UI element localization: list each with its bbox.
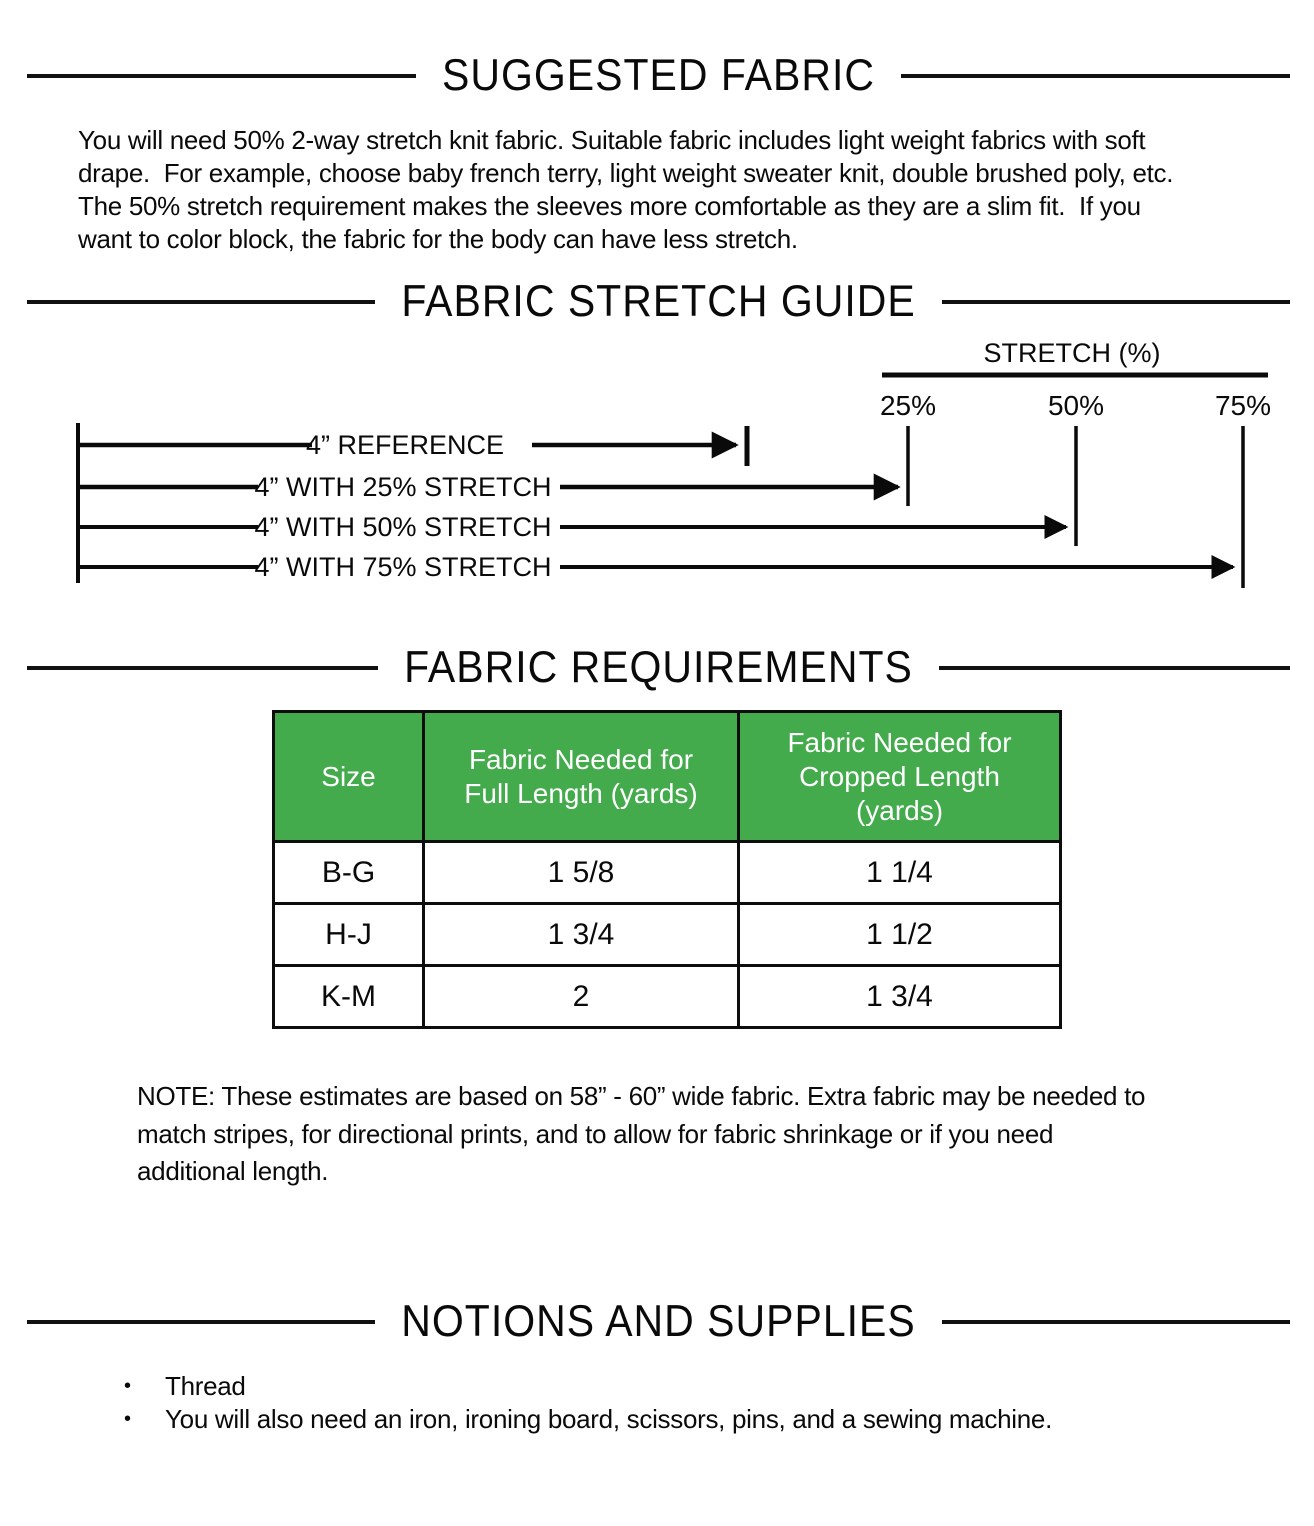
table-row: [274, 966, 1061, 1028]
stretch-guide-diagram: [0, 330, 1314, 600]
fabric-note-paragraph: NOTE: These estimates are based on 58” - 60” wide fabric. Extra fabric may be needed to match stripes, for directional prints, and to allow for fabric shrinkage or if you need additional length.: [137, 1081, 1153, 1186]
section-title-fabric-stretch-guide: FABRIC STRETCH GUIDE: [401, 276, 916, 326]
cropped-length-cell: 1 3/4: [739, 966, 1061, 1028]
size-cell: H-J: [274, 904, 424, 966]
decorative-double-rule: [939, 666, 1290, 670]
suggested-fabric-paragraph: You will need 50% 2-way stretch knit fabric. Suitable fabric includes light weight fabrics with soft drape. For example, choose baby french terry, light weight sweater knit, double brushed poly, etc. The 50% stretch requirement makes the sleeves more comfortable as they are a slim fit. If you want to color block, the fabric for the body can have less stretch.: [78, 125, 1187, 254]
stretch75-label: 4” WITH 75% STRETCH: [254, 552, 552, 582]
list-item-text: You will also need an iron, ironing board, scissors, pins, and a sewing machine.: [165, 1404, 1053, 1434]
fabric-requirements-table: [272, 710, 1062, 1029]
decorative-double-rule: [942, 300, 1290, 304]
full-length-cell: 1 5/8: [424, 842, 739, 904]
tick-label-75: 75%: [1214, 390, 1272, 421]
tick-label-25: 25%: [879, 390, 937, 421]
list-item: [118, 1403, 1218, 1436]
column-header-cropped-length: Fabric Needed for Cropped Length (yards): [739, 712, 1061, 842]
column-header-size: Size: [274, 712, 424, 842]
cropped-length-cell: 1 1/2: [739, 904, 1061, 966]
decorative-double-rule: [27, 666, 378, 670]
list-item-text: Thread: [165, 1371, 246, 1401]
tick-label-50: 50%: [1047, 390, 1105, 421]
full-length-cell: 2: [424, 966, 739, 1028]
full-length-cell: 1 3/4: [424, 904, 739, 966]
section-title-suggested-fabric: SUGGESTED FABRIC: [442, 50, 875, 100]
section-header-notions-and-supplies: [0, 1298, 1314, 1345]
section-header-suggested-fabric: [0, 52, 1314, 99]
stretch25-label: 4” WITH 25% STRETCH: [254, 472, 552, 502]
cropped-length-cell: 1 1/4: [739, 842, 1061, 904]
stretch50-label: 4” WITH 50% STRETCH: [254, 512, 552, 542]
section-header-fabric-requirements: [0, 644, 1314, 691]
stretch-axis-title: STRETCH (%): [983, 338, 1161, 368]
reference-label: 4” REFERENCE: [305, 430, 505, 460]
decorative-double-rule: [27, 300, 375, 304]
decorative-double-rule: [27, 1320, 375, 1324]
table-row: [274, 904, 1061, 966]
section-title-notions-and-supplies: NOTIONS AND SUPPLIES: [401, 1296, 916, 1346]
bullet-icon: •: [124, 1408, 131, 1430]
list-item: [118, 1370, 1218, 1403]
column-header-full-length: Fabric Needed for Full Length (yards): [424, 712, 739, 842]
notions-list: [118, 1370, 1218, 1436]
decorative-double-rule: [27, 74, 416, 78]
bullet-icon: •: [124, 1375, 131, 1397]
decorative-double-rule: [901, 74, 1290, 78]
table-header-row: [274, 712, 1061, 842]
size-cell: B-G: [274, 842, 424, 904]
size-cell: K-M: [274, 966, 424, 1028]
table-row: [274, 842, 1061, 904]
decorative-double-rule: [942, 1320, 1290, 1324]
section-title-fabric-requirements: FABRIC REQUIREMENTS: [404, 642, 913, 692]
section-header-fabric-stretch-guide: [0, 278, 1314, 325]
